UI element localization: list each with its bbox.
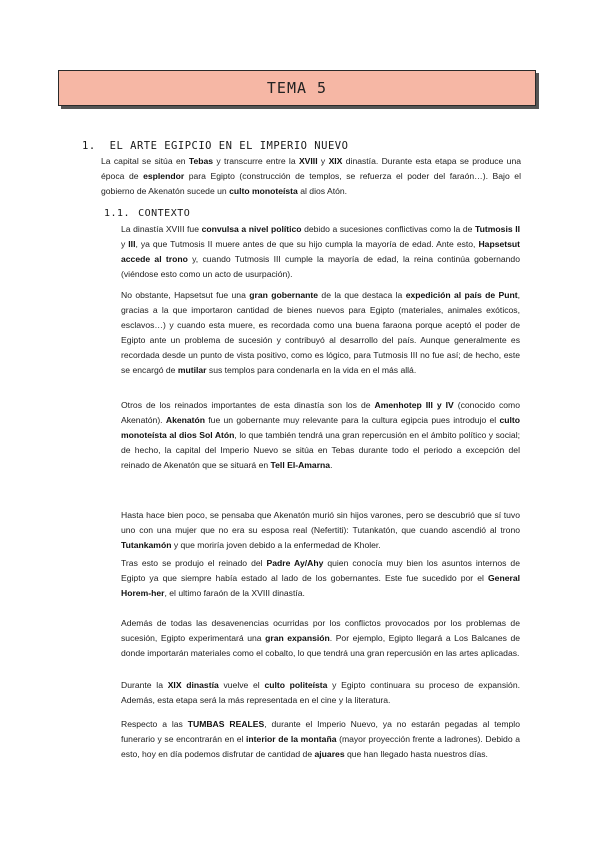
text-run: No obstante, Hapsetsut fue una [121, 290, 250, 300]
bold-text: convulsa a nivel político [201, 224, 302, 234]
bold-text: XIX dinastía [167, 680, 219, 690]
bold-text: Tell El-Amarna [270, 460, 331, 471]
text-run: , lo que también tendrá una gran repercusión en el ámbito político y social; de hecho, la capital del Imperio Nuevo se sitúa en Tebas durante todo el periodo a excepción del reinado de Akenatón que se situará en [121, 430, 520, 471]
text-run: y [317, 156, 329, 166]
text-run: , gracias a la que importaron cantidad de bienes nuevos para Egipto (materiales, animales exóticos, esclavos…) y cuando esta muere, es recordada como una buena faraona porque aceptó el poder de Egipto ante un problema de sucesión y contribuyó al desarrollo del país. Aunque generalmente es recordada desde un punto de vista positivo, como es lógico, para Tutmosis III no fue así; de hecho, este se encargó de [121, 290, 520, 376]
bold-text: mutilar [177, 365, 207, 376]
section-number: 1. [82, 140, 96, 152]
text-run: , durante el Imperio Nuevo, ya no estarán pegadas al templo funerario y se encontrarán en el [121, 719, 520, 745]
text-run: La capital se sitúa en [101, 156, 189, 166]
bold-text: ajuares [314, 749, 345, 760]
bold-text: Amenhotep III y IV [374, 400, 454, 410]
text-run: Respecto a las [121, 719, 188, 729]
paragraph [121, 556, 520, 601]
text-run: para Egipto (construcción de templos, se refuerza el poder del faraón…). Bajo el gobierno de Akenatón sucede un [101, 171, 521, 197]
text-run: . [330, 460, 333, 471]
bold-text: Tutmosis II [475, 224, 520, 234]
paragraph [121, 678, 520, 708]
bold-text: TUMBAS REALES [187, 719, 265, 729]
text-run: de la que destaca la [318, 290, 406, 300]
bold-text: culto politeísta [264, 680, 328, 690]
bold-text: culto monoteísta [229, 186, 298, 197]
text-run: vuelve el [218, 680, 265, 690]
bold-text: Tebas [188, 156, 214, 166]
text-run: , el ultimo faraón de la XVIII dinastía. [164, 588, 305, 599]
bold-text: Akenatón [165, 415, 206, 426]
section-heading [82, 140, 348, 152]
bold-text: esplendor [143, 171, 185, 182]
paragraph [121, 398, 520, 473]
text-run: (mayor proyección frente a ladrones). Debido a esto, hoy en día podemos disfrutar de cantidad de [121, 734, 521, 760]
bold-text: General Horem-her [121, 573, 520, 599]
section-intro [101, 154, 521, 199]
bold-text: Padre Ay/Ahy [266, 558, 324, 568]
topic-title-banner [58, 70, 536, 106]
bold-text: gran gobernante [249, 290, 319, 300]
paragraph [121, 508, 520, 553]
text-run: sus templos para condenarla en la vida en el más allá. [206, 365, 417, 376]
subsection-heading [104, 208, 190, 219]
text-run: y que moriría joven debido a la enfermedad de Kholer. [171, 540, 381, 551]
paragraph [121, 288, 520, 379]
bold-text: gran expansión [265, 633, 330, 644]
text-run: Además de todas las desavenencias ocurridas por los conflictos provocados por los problemas de sucesión, Egipto experimentará una [121, 618, 520, 644]
paragraph [121, 222, 520, 282]
text-run: . Por ejemplo, Egipto llegará a Los Balcanes de donde importarán materiales como el cobalto, lo que tendrá una gran repercusión en las artes aplicadas. [121, 633, 521, 659]
text-run: y Egipto continuara su proceso de expansión. Además, esta etapa será la más representada en el cine y la literatura. [121, 680, 520, 706]
bold-text: XVIII [298, 156, 318, 166]
bold-text: Tutankamón [121, 540, 172, 551]
text-run: quien conocía muy bien los asuntos internos de Egipto ya que siempre había estado al lado de los gobernantes. Este fue sucedido por el [121, 558, 520, 584]
subsection-number: 1.1. [104, 208, 131, 219]
bold-text: III [128, 239, 136, 250]
text-run: Hasta hace bien poco, se pensaba que Akenatón murió sin hijos varones, pero se descubrió que sí tuvo uno con una mujer que no era su esposa real (Nefertiti): Tutankatón, que cuando ascendió al trono [121, 510, 520, 536]
text-run: fue un gobernante muy relevante para la cultura egipcia pues introdujo el [205, 415, 500, 426]
text-run: Otros de los reinados importantes de esta dinastía son los de [121, 400, 375, 410]
text-run: y, cuando Tutmosis III cumple la mayoría de edad, la reina continúa gobernando (viéndose esto como un acto de usurpación). [121, 254, 520, 280]
text-run: debido a sucesiones conflictivas como la de [301, 224, 476, 234]
bold-text: expedición al país de Punt [405, 290, 518, 300]
text-run: que han llegado hasta nuestros días. [344, 749, 488, 760]
bold-text: culto monoteísta al dios Sol Atón [121, 415, 521, 441]
section-title: EL ARTE EGIPCIO EN EL IMPERIO NUEVO [109, 140, 349, 152]
bold-text: interior de la montaña [246, 734, 337, 745]
text-run: al dios Atón. [297, 186, 348, 197]
bold-text: XIX [328, 156, 343, 166]
paragraph [121, 616, 520, 661]
topic-title: TEMA 5 [266, 79, 328, 97]
paragraph [121, 717, 520, 762]
subsection-title: CONTEXTO [138, 208, 191, 219]
text-run: y [121, 239, 129, 250]
text-run: (conocido como Akenatón). [121, 400, 520, 426]
text-run: Durante la [121, 680, 168, 690]
bold-text: Hapsetsut accede al trono [121, 239, 520, 265]
text-run: La dinastía XVIII fue [121, 224, 202, 234]
text-run: Tras esto se produjo el reinado del [121, 558, 267, 568]
text-run: , ya que Tutmosis II muere antes de que su hijo cumpla la mayoría de edad. Ante esto, [135, 239, 479, 250]
text-run: y transcurre entre la [213, 156, 299, 166]
text-run: dinastía. Durante esta etapa se produce una época de [101, 156, 521, 182]
